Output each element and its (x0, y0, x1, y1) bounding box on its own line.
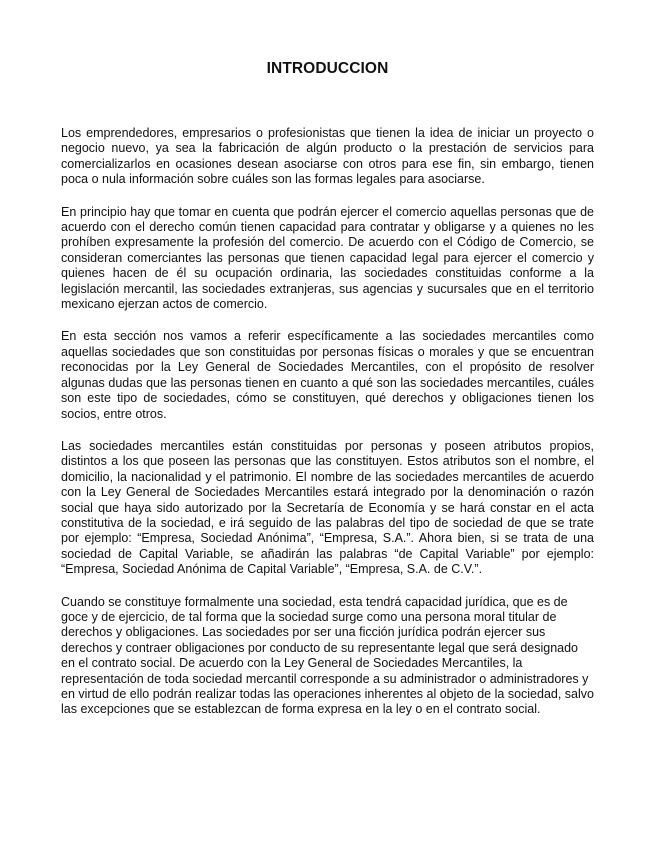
paragraph-3: En esta sección nos vamos a referir específicamente a las sociedades mercantiles como aquellas sociedades que son constituidas por personas físicas o morales y que se encuentran reconocidas por la Ley General de Sociedades Mercantiles, con el propósito de resolver algunas dudas que las personas tienen en cuanto a qué son las sociedades mercantiles, cuáles son este tipo de sociedades, cómo se constituyen, qué derechos y obligaciones tienen los socios, entre otros. (61, 329, 594, 421)
paragraph-5: Cuando se constituye formalmente una sociedad, esta tendrá capacidad jurídica, que es de goce y de ejercicio, de tal forma que la sociedad surge como una persona moral titular de derechos y obligaciones. Las sociedades por ser una ficción jurídica podrán ejercer sus derechos y contraer obligaciones por conducto de su representante legal que será designado en el contrato social. De acuerdo con la Ley General de Sociedades Mercantiles, la representación de toda sociedad mercantil corresponde a su administrador o administradores y en virtud de ello podrán realizar todas las operaciones inherentes al objeto de la sociedad, salvo las excepciones que se establezcan de forma expresa en la ley o en el contrato social. (61, 594, 594, 717)
paragraph-4: Las sociedades mercantiles están constituidas por personas y poseen atributos propios, distintos a los que poseen las personas que las constituyen. Estos atributos son el nombre, el domicilio, la nacionalidad y el patrimonio. El nombre de las sociedades mercantiles de acuerdo con la Ley General de Sociedades Mercantiles estará integrado por la denominación o razón social que haya sido autorizado por la Secretaría de Economía y se hará constar en el acta constitutiva de la sociedad, e irá seguido de las palabras del tipo de sociedad de que se trate por ejemplo: “Empresa, Sociedad Anónima”, “Empresa, S.A.”. Ahora bien, si se trata de una sociedad de Capital Variable, se añadirán las palabras “de Capital Variable” por ejemplo: “Empresa, Sociedad Anónima de Capital Variable”, “Empresa, S.A. de C.V.”. (61, 438, 594, 577)
paragraph-1: Los emprendedores, empresarios o profesionistas que tienen la idea de iniciar un proyecto o negocio nuevo, ya sea la fabricación de algún producto o la prestación de servicios para comercializarlos en ocasiones desean asociarse con otros para ese fin, sin embargo, tienen poca o nula información sobre cuáles son las formas legales para asociarse. (61, 126, 594, 187)
document-body (61, 126, 594, 735)
page-title: INTRODUCCION (266, 60, 389, 77)
paragraph-2: En principio hay que tomar en cuenta que podrán ejercer el comercio aquellas personas que de acuerdo con el derecho común tienen capacidad para contratar y obligarse y a quienes no les prohíben expresamente la profesión del comercio. De acuerdo con el Código de Comercio, se consideran comerciantes las personas que tienen capacidad legal para ejercer el comercio y quienes hacen de él su ocupación ordinaria, las sociedades constituidas conforme a la legislación mercantil, las sociedades extranjeras, sus agencias y sucursales que en el territorio mexicano ejerzan actos de comercio. (61, 204, 594, 312)
